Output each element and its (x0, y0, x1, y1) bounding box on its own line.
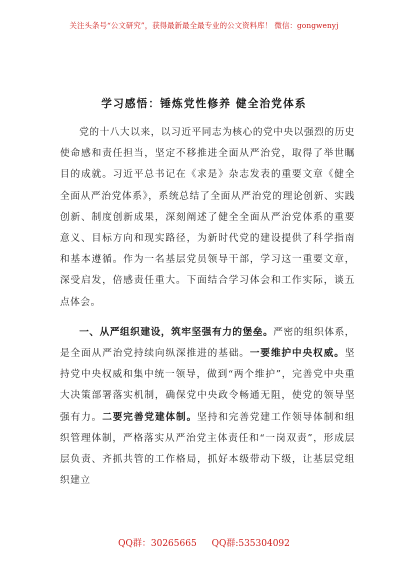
paragraph-text: 党的十八大以来，以习近平同志为核心的党中央以强烈的历史使命感和责任担当，坚定不移推进全面从严治党，取得了举世瞩目的成就。习近平总书记在《求是》杂志发表的重要文章《健全全面从严治党体系》，系统总结了全面从严治党的理论创新、实践创新、制度创新成果，深刻阐述了健全全面从严治党体系的重要意义、目标方向和现实路径，为新时代党的建设提供了科学指南和基本遵循。作为一名基层党员领导干部，学习这一重要文章，深受启发，倍感责任重大。下面结合学习体会和工作实际，谈五点体会。 (60, 127, 355, 308)
paragraph-text: 坚持党中央权威和集中统一领导，做到“两个维护”，完善党中央重大决策部署落实机制，确保党中央政令畅通无阻，使党的领导坚强有力。 (60, 348, 355, 423)
point-heading: 二要完善党建体制。 (102, 411, 198, 423)
qq-group-1: QQ群：30265665 (118, 539, 197, 549)
document-body (60, 122, 355, 491)
point-heading: 一要维护中央权威。 (249, 348, 345, 360)
paragraph-section-one (60, 322, 355, 492)
paragraph-text: 坚持和完善党建工作领导体制和组织管理体制，严格落实从严治党主体责任和“一岗双责”，形成层层负责、齐抓共管的工作格局，抓好本级带动下级，让基层党组织建立 (60, 411, 356, 487)
document-title: 学习感悟：锤炼党性修养 健全治党体系 (101, 98, 307, 110)
promo-header: 关注头条号“公文研究”，获得最新最全最专业的公文资料库！ 微信：gongwenyj (69, 21, 339, 30)
section-heading: 一、从严组织建设，筑牢坚强有力的堡垒。 (79, 326, 274, 338)
qq-group-2: QQ群:535304092 (211, 539, 290, 549)
footer-contact (0, 536, 408, 549)
paragraph-intro (60, 122, 355, 313)
paragraph-text: 严密的组织体系，是全面从严治党持续向纵深推进的基础。 (60, 326, 355, 360)
